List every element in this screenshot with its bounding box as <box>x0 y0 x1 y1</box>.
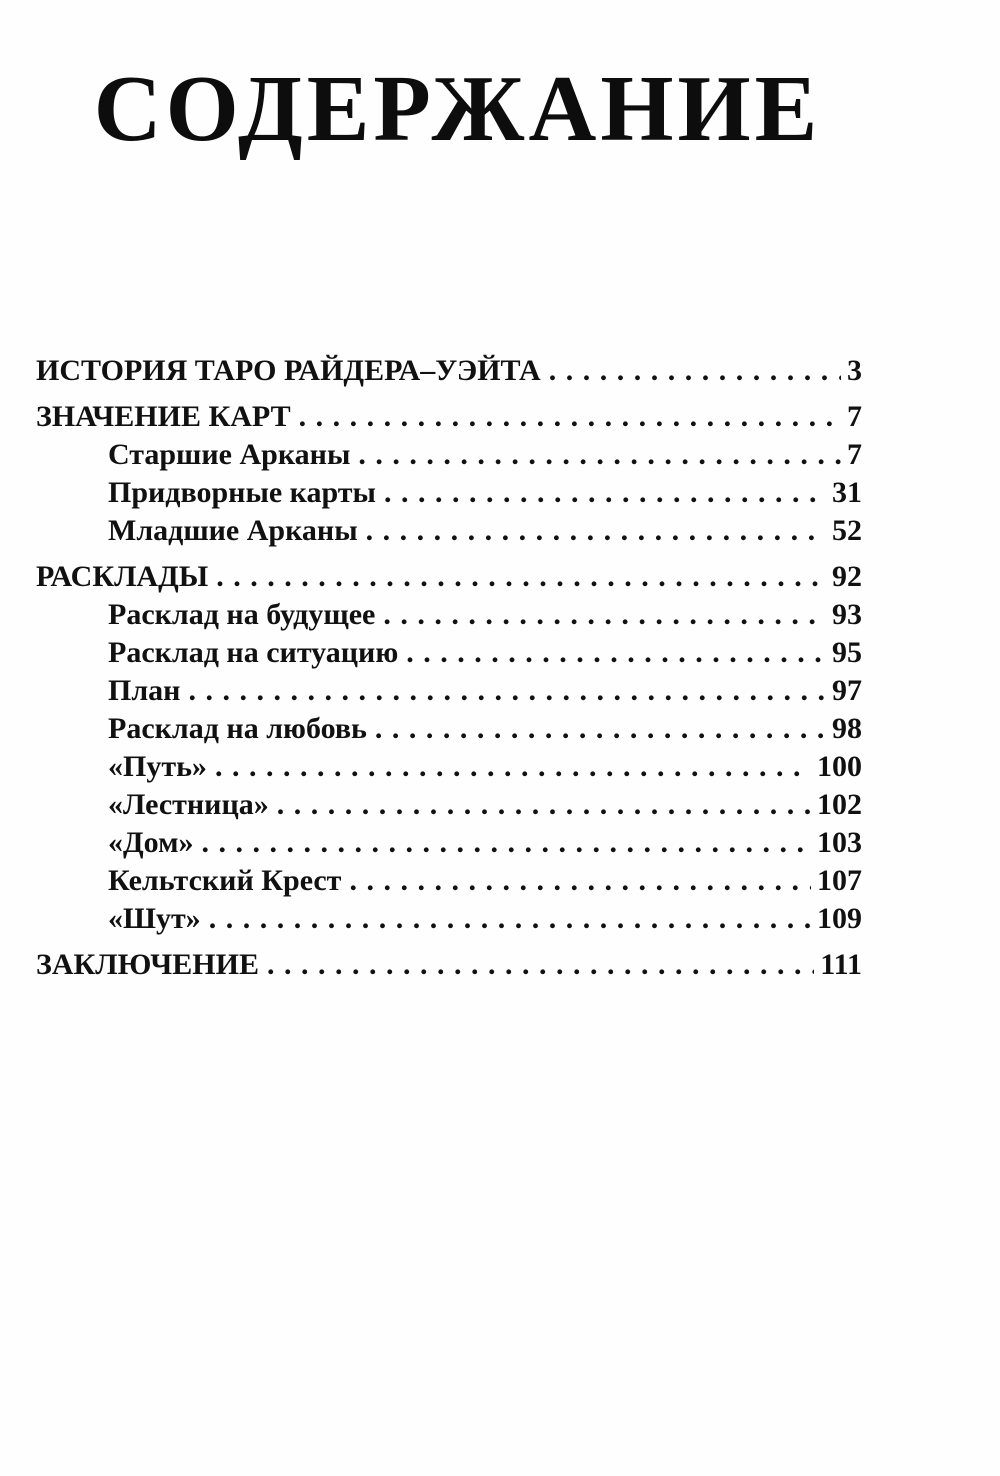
dot-leader <box>383 596 826 634</box>
dot-leader <box>349 862 811 900</box>
dot-leader <box>216 558 826 596</box>
toc-page-number: 92 <box>832 560 862 593</box>
toc-subentry <box>36 862 862 900</box>
toc-entry-title: Расклад на ситуацию <box>108 636 399 669</box>
toc-entry-title: «Шут» <box>108 902 201 935</box>
toc-page-number: 7 <box>847 400 862 433</box>
toc-subentry <box>36 824 862 862</box>
toc-subentry <box>36 512 862 550</box>
toc-page-number: 31 <box>832 476 862 509</box>
dot-leader <box>406 634 826 672</box>
toc-subentry <box>36 748 862 786</box>
toc-page-number: 103 <box>817 826 862 859</box>
toc-page-number: 95 <box>832 636 862 669</box>
table-of-contents <box>36 352 862 984</box>
toc-subentry <box>36 786 862 824</box>
toc-entry-title: Придворные карты <box>108 476 376 509</box>
toc-page-number: 100 <box>817 750 862 783</box>
toc-page-number: 98 <box>832 712 862 745</box>
toc-page-number: 7 <box>847 438 862 471</box>
dot-leader <box>366 512 826 550</box>
toc-subentry <box>36 672 862 710</box>
dot-leader <box>384 474 826 512</box>
toc-entry <box>36 558 862 596</box>
toc-entry <box>36 352 862 390</box>
toc-entry-title: РАСКЛАДЫ <box>36 560 209 593</box>
toc-subentry <box>36 436 862 474</box>
toc-entry-title: ИСТОРИЯ ТАРО РАЙДЕРА–УЭЙТА <box>36 354 541 387</box>
toc-entry-title: ЗАКЛЮЧЕНИЕ <box>36 948 259 981</box>
toc-entry-title: Расклад на любовь <box>108 712 367 745</box>
dot-leader <box>549 352 841 390</box>
toc-entry <box>36 398 862 436</box>
toc-subentry <box>36 474 862 512</box>
dot-leader <box>215 748 811 786</box>
toc-entry-title: ЗНАЧЕНИЕ КАРТ <box>36 400 291 433</box>
dot-leader <box>299 398 841 436</box>
toc-page-number: 109 <box>817 902 862 935</box>
toc-entry <box>36 946 862 984</box>
dot-leader <box>267 946 814 984</box>
toc-page-number: 3 <box>847 354 862 387</box>
dot-leader <box>277 786 811 824</box>
dot-leader <box>209 900 811 938</box>
dot-leader <box>358 436 841 474</box>
dot-leader <box>188 672 826 710</box>
toc-entry-title: Кельтский Крест <box>108 864 342 897</box>
toc-subentry <box>36 710 862 748</box>
toc-entry-title: Старшие Арканы <box>108 438 351 471</box>
toc-page-number: 52 <box>832 514 862 547</box>
toc-entry-title: Младшие Арканы <box>108 514 358 547</box>
toc-entry-title: «Лестница» <box>108 788 269 821</box>
toc-entry-title: План <box>108 674 181 707</box>
toc-subentry <box>36 900 862 938</box>
toc-page-number: 107 <box>817 864 862 897</box>
dot-leader <box>375 710 826 748</box>
toc-entry-title: «Путь» <box>108 750 207 783</box>
toc-page-number: 97 <box>832 674 862 707</box>
toc-subentry <box>36 634 862 672</box>
toc-entry-title: Расклад на будущее <box>108 598 376 631</box>
dot-leader <box>202 824 811 862</box>
toc-page-number: 102 <box>817 788 862 821</box>
toc-page-number: 93 <box>832 598 862 631</box>
toc-page-number: 111 <box>820 948 862 981</box>
page-title: СОДЕРЖАНИЕ <box>93 57 822 161</box>
toc-subentry <box>36 596 862 634</box>
toc-entry-title: «Дом» <box>108 826 194 859</box>
